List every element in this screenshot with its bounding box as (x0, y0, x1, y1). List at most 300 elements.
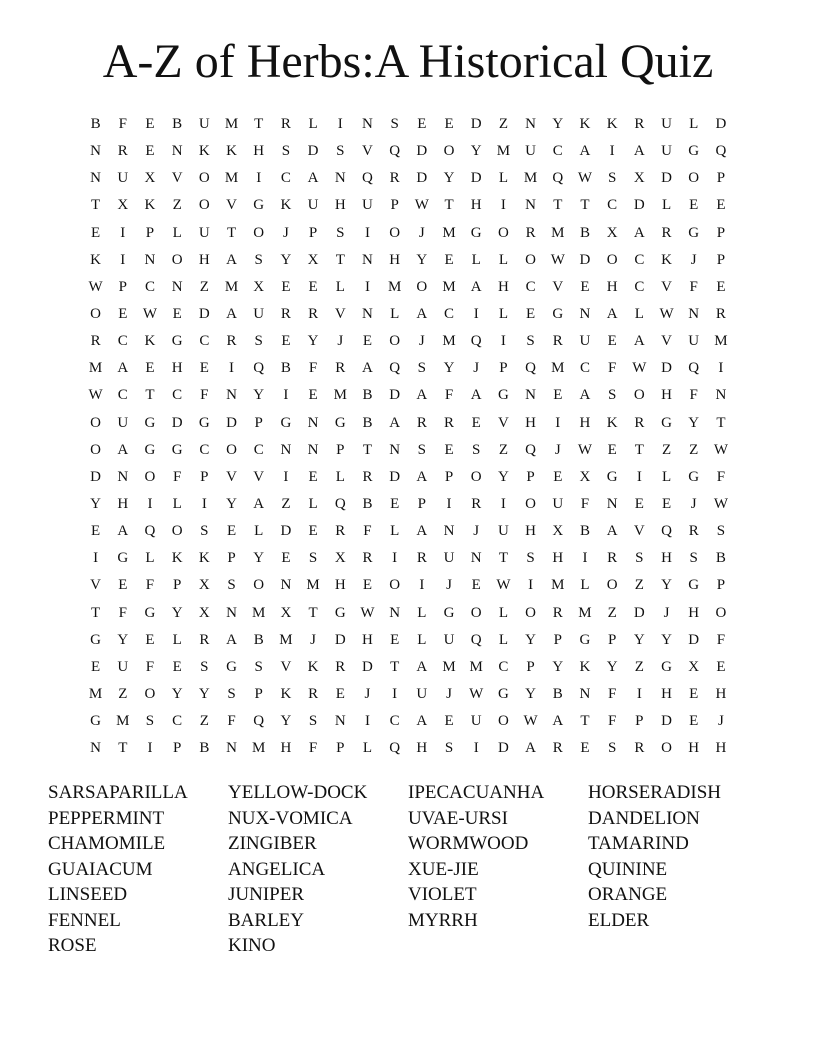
grid-cell[interactable]: O (688, 170, 700, 187)
grid-cell[interactable]: H (525, 414, 537, 431)
grid-cell[interactable]: V (280, 658, 292, 675)
grid-cell[interactable]: E (689, 713, 699, 730)
grid-cell[interactable]: L (417, 631, 427, 648)
grid-cell[interactable]: L (498, 170, 508, 187)
grid-cell[interactable]: K (579, 116, 591, 133)
grid-cell[interactable]: D (470, 116, 482, 133)
grid-cell[interactable]: O (606, 577, 618, 594)
grid-cell[interactable]: B (579, 523, 590, 540)
grid-cell[interactable]: O (389, 224, 401, 241)
grid-cell[interactable]: J (418, 333, 425, 350)
grid-cell[interactable]: E (281, 550, 291, 567)
grid-cell[interactable]: N (579, 306, 591, 323)
grid-cell[interactable]: I (120, 251, 126, 268)
grid-cell[interactable]: H (280, 740, 292, 757)
grid-cell[interactable]: Q (389, 143, 401, 160)
grid-cell[interactable]: R (280, 306, 291, 323)
grid-cell[interactable]: U (443, 631, 455, 648)
grid-cell[interactable]: H (661, 550, 672, 567)
grid-cell[interactable]: B (362, 387, 373, 404)
grid-cell[interactable]: X (307, 251, 319, 268)
grid-cell[interactable]: T (226, 224, 237, 241)
grid-cell[interactable]: A (307, 170, 319, 187)
grid-cell[interactable]: G (144, 414, 156, 431)
grid-cell[interactable]: C (634, 278, 645, 295)
grid-cell[interactable]: U (117, 658, 129, 675)
grid-cell[interactable]: U (443, 550, 455, 567)
grid-cell[interactable]: Y (443, 360, 455, 377)
grid-cell[interactable]: S (417, 441, 427, 458)
grid-cell[interactable]: H (525, 523, 537, 540)
grid-cell[interactable]: I (636, 468, 642, 485)
grid-cell[interactable]: R (688, 523, 699, 540)
grid-cell[interactable]: H (688, 740, 700, 757)
grid-cell[interactable]: M (252, 604, 266, 621)
grid-cell[interactable]: B (199, 740, 210, 757)
grid-cell[interactable]: Z (199, 278, 209, 295)
grid-cell[interactable]: Q (688, 360, 700, 377)
grid-cell[interactable]: A (117, 523, 129, 540)
grid-cell[interactable]: K (307, 658, 319, 675)
grid-cell[interactable]: E (91, 224, 101, 241)
grid-cell[interactable]: D (171, 414, 183, 431)
grid-cell[interactable]: S (716, 523, 726, 540)
grid-cell[interactable]: E (308, 468, 318, 485)
grid-cell[interactable]: X (552, 523, 564, 540)
grid-cell[interactable]: U (362, 197, 373, 214)
grid-cell[interactable]: I (473, 740, 479, 757)
grid-cell[interactable]: D (497, 740, 509, 757)
grid-cell[interactable]: O (198, 197, 210, 214)
grid-cell[interactable]: I (147, 740, 153, 757)
grid-cell[interactable]: V (497, 414, 509, 431)
grid-cell[interactable]: M (469, 658, 483, 675)
grid-cell[interactable]: B (715, 550, 726, 567)
grid-cell[interactable]: F (716, 468, 726, 485)
grid-cell[interactable]: O (90, 414, 102, 431)
grid-cell[interactable]: Y (688, 414, 700, 431)
grid-cell[interactable]: M (333, 387, 347, 404)
grid-cell[interactable]: A (253, 496, 265, 513)
grid-cell[interactable]: E (226, 523, 237, 540)
grid-cell[interactable]: M (496, 143, 511, 160)
grid-cell[interactable]: J (663, 604, 670, 621)
grid-cell[interactable]: T (498, 550, 508, 567)
grid-cell[interactable]: T (444, 197, 454, 214)
grid-cell[interactable]: X (117, 197, 129, 214)
grid-cell[interactable]: A (117, 360, 129, 377)
grid-cell[interactable]: S (336, 224, 345, 241)
grid-cell[interactable]: I (473, 306, 479, 323)
grid-cell[interactable]: S (607, 170, 617, 187)
grid-cell[interactable]: M (88, 360, 103, 377)
grid-cell[interactable]: Y (470, 143, 482, 160)
grid-cell[interactable]: N (117, 468, 129, 485)
grid-cell[interactable]: N (715, 387, 727, 404)
grid-cell[interactable]: Z (498, 441, 508, 458)
grid-cell[interactable]: R (117, 143, 128, 160)
grid-cell[interactable]: N (90, 170, 102, 187)
grid-cell[interactable]: B (362, 414, 373, 431)
grid-cell[interactable]: O (470, 604, 482, 621)
grid-cell[interactable]: V (334, 306, 346, 323)
grid-cell[interactable]: Y (171, 686, 183, 703)
grid-cell[interactable]: G (688, 468, 700, 485)
grid-cell[interactable]: F (580, 496, 590, 513)
grid-cell[interactable]: E (145, 116, 155, 133)
grid-cell[interactable]: H (715, 686, 727, 703)
grid-cell[interactable]: P (200, 468, 209, 485)
grid-cell[interactable]: Y (661, 577, 672, 594)
grid-cell[interactable]: T (308, 604, 318, 621)
grid-cell[interactable]: N (362, 251, 373, 268)
grid-cell[interactable]: E (118, 306, 128, 323)
grid-cell[interactable]: F (118, 604, 127, 621)
grid-cell[interactable]: L (580, 577, 590, 594)
grid-cell[interactable]: F (308, 740, 318, 757)
grid-cell[interactable]: G (117, 550, 129, 567)
grid-cell[interactable]: H (606, 278, 618, 295)
grid-cell[interactable]: M (442, 278, 456, 295)
grid-cell[interactable]: F (145, 577, 155, 594)
grid-cell[interactable]: L (498, 251, 508, 268)
grid-cell[interactable]: O (90, 441, 102, 458)
grid-cell[interactable]: D (307, 143, 319, 160)
grid-cell[interactable]: P (254, 686, 263, 703)
grid-cell[interactable]: F (607, 360, 617, 377)
grid-cell[interactable]: Z (172, 197, 182, 214)
grid-cell[interactable]: C (525, 278, 536, 295)
grid-cell[interactable]: S (390, 116, 399, 133)
grid-cell[interactable]: K (90, 251, 102, 268)
grid-cell[interactable]: K (198, 143, 210, 160)
grid-cell[interactable]: S (227, 686, 236, 703)
grid-cell[interactable]: E (580, 278, 590, 295)
grid-cell[interactable]: L (661, 468, 672, 485)
grid-cell[interactable]: C (172, 387, 183, 404)
grid-cell[interactable]: Y (171, 604, 183, 621)
grid-cell[interactable]: H (497, 278, 509, 295)
grid-cell[interactable]: W (713, 496, 728, 513)
grid-cell[interactable]: V (633, 523, 645, 540)
letter-grid[interactable] (82, 111, 735, 762)
grid-cell[interactable]: W (414, 197, 429, 214)
grid-cell[interactable]: I (147, 496, 153, 513)
grid-cell[interactable]: Q (389, 740, 401, 757)
grid-cell[interactable]: Q (253, 360, 265, 377)
grid-cell[interactable]: E (634, 496, 644, 513)
grid-cell[interactable]: M (224, 278, 239, 295)
grid-cell[interactable]: G (253, 197, 265, 214)
grid-cell[interactable]: E (172, 658, 182, 675)
grid-cell[interactable]: L (362, 740, 373, 757)
grid-cell[interactable]: P (308, 224, 318, 241)
grid-cell[interactable]: S (635, 550, 644, 567)
grid-cell[interactable]: W (577, 441, 593, 458)
grid-cell[interactable]: C (579, 360, 590, 377)
grid-cell[interactable]: H (171, 360, 183, 377)
grid-cell[interactable]: O (198, 170, 210, 187)
grid-cell[interactable]: C (552, 143, 563, 160)
grid-cell[interactable]: A (226, 306, 237, 323)
grid-cell[interactable]: R (552, 740, 563, 757)
grid-cell[interactable]: Y (198, 686, 210, 703)
grid-cell[interactable]: Y (633, 631, 645, 648)
grid-cell[interactable]: Y (552, 116, 564, 133)
grid-cell[interactable]: A (416, 468, 428, 485)
grid-cell[interactable]: R (552, 333, 563, 350)
grid-cell[interactable]: O (525, 251, 537, 268)
grid-cell[interactable]: S (607, 387, 617, 404)
grid-cell[interactable]: O (715, 604, 727, 621)
grid-cell[interactable]: D (334, 631, 346, 648)
grid-cell[interactable]: I (636, 686, 642, 703)
grid-cell[interactable]: R (416, 550, 427, 567)
grid-cell[interactable]: E (716, 658, 726, 675)
grid-cell[interactable]: A (389, 414, 401, 431)
grid-cell[interactable]: S (200, 658, 209, 675)
grid-cell[interactable]: D (198, 306, 210, 323)
grid-cell[interactable]: P (336, 740, 345, 757)
grid-cell[interactable]: D (362, 658, 373, 675)
grid-cell[interactable]: F (689, 278, 698, 295)
grid-cell[interactable]: B (362, 496, 373, 513)
grid-cell[interactable]: I (555, 414, 561, 431)
grid-cell[interactable]: A (416, 306, 428, 323)
grid-cell[interactable]: E (689, 197, 699, 214)
grid-cell[interactable]: J (446, 577, 452, 594)
grid-cell[interactable]: I (528, 577, 534, 594)
grid-cell[interactable]: N (226, 387, 237, 404)
grid-cell[interactable]: I (392, 686, 398, 703)
grid-cell[interactable]: G (226, 658, 237, 675)
grid-cell[interactable]: A (416, 523, 428, 540)
grid-cell[interactable]: F (363, 523, 372, 540)
grid-cell[interactable]: E (553, 468, 563, 485)
grid-cell[interactable]: J (717, 713, 724, 730)
grid-cell[interactable]: R (280, 116, 291, 133)
grid-cell[interactable]: X (688, 658, 700, 675)
grid-cell[interactable]: B (172, 116, 183, 133)
grid-cell[interactable]: L (254, 523, 264, 540)
grid-cell[interactable]: P (145, 224, 155, 241)
grid-cell[interactable]: H (661, 387, 672, 404)
grid-cell[interactable]: M (387, 278, 402, 295)
grid-cell[interactable]: D (280, 523, 292, 540)
grid-cell[interactable]: W (632, 360, 647, 377)
grid-cell[interactable]: F (607, 713, 617, 730)
grid-cell[interactable]: A (226, 631, 237, 648)
grid-cell[interactable]: A (525, 740, 537, 757)
grid-cell[interactable]: R (634, 116, 645, 133)
grid-cell[interactable]: O (253, 224, 265, 241)
grid-cell[interactable]: K (661, 251, 672, 268)
grid-cell[interactable]: G (579, 631, 591, 648)
grid-cell[interactable]: D (715, 116, 727, 133)
grid-cell[interactable]: N (226, 604, 237, 621)
grid-cell[interactable]: V (226, 468, 237, 485)
grid-cell[interactable]: O (525, 496, 537, 513)
grid-cell[interactable]: T (580, 197, 590, 214)
grid-cell[interactable]: I (419, 577, 425, 594)
grid-cell[interactable]: C (199, 333, 210, 350)
grid-cell[interactable]: I (500, 197, 506, 214)
grid-cell[interactable]: P (526, 658, 535, 675)
grid-cell[interactable]: D (416, 143, 428, 160)
grid-cell[interactable]: Y (497, 468, 509, 485)
grid-cell[interactable]: I (392, 550, 398, 567)
grid-cell[interactable]: E (172, 306, 182, 323)
grid-cell[interactable]: N (171, 278, 183, 295)
grid-cell[interactable]: G (334, 604, 346, 621)
grid-cell[interactable]: A (226, 251, 237, 268)
grid-cell[interactable]: E (716, 197, 726, 214)
grid-cell[interactable]: Z (689, 441, 699, 458)
grid-cell[interactable]: M (551, 224, 565, 241)
grid-cell[interactable]: I (283, 468, 289, 485)
grid-cell[interactable]: Z (607, 604, 617, 621)
grid-cell[interactable]: T (716, 414, 726, 431)
grid-cell[interactable]: O (171, 251, 183, 268)
grid-cell[interactable]: J (473, 523, 480, 540)
grid-cell[interactable]: Y (253, 550, 265, 567)
grid-cell[interactable]: N (362, 306, 373, 323)
grid-cell[interactable]: N (280, 577, 292, 594)
grid-cell[interactable]: M (551, 577, 565, 594)
grid-cell[interactable]: O (226, 441, 237, 458)
grid-cell[interactable]: H (362, 631, 373, 648)
grid-cell[interactable]: Y (117, 631, 129, 648)
grid-cell[interactable]: V (90, 577, 102, 594)
grid-cell[interactable]: V (552, 278, 564, 295)
grid-cell[interactable]: I (93, 550, 99, 567)
grid-cell[interactable]: Q (552, 170, 564, 187)
grid-cell[interactable]: T (118, 740, 128, 757)
grid-cell[interactable]: I (364, 713, 370, 730)
grid-cell[interactable]: G (497, 387, 509, 404)
grid-cell[interactable]: Y (280, 251, 292, 268)
grid-cell[interactable]: I (446, 496, 452, 513)
grid-cell[interactable]: D (226, 414, 237, 431)
grid-cell[interactable]: A (470, 278, 482, 295)
grid-cell[interactable]: G (606, 468, 618, 485)
grid-cell[interactable]: H (117, 496, 129, 513)
grid-cell[interactable]: F (444, 387, 454, 404)
grid-cell[interactable]: L (308, 496, 318, 513)
grid-cell[interactable]: N (525, 116, 537, 133)
grid-cell[interactable]: T (335, 251, 345, 268)
grid-cell[interactable]: Y (90, 496, 102, 513)
grid-cell[interactable]: I (229, 360, 235, 377)
grid-cell[interactable]: Z (634, 577, 644, 594)
grid-cell[interactable]: H (470, 197, 482, 214)
grid-cell[interactable]: D (579, 251, 591, 268)
grid-cell[interactable]: E (199, 360, 209, 377)
grid-cell[interactable]: E (91, 658, 101, 675)
grid-cell[interactable]: G (552, 306, 564, 323)
grid-cell[interactable]: Z (634, 658, 644, 675)
grid-cell[interactable]: Y (443, 170, 455, 187)
grid-cell[interactable]: N (525, 387, 537, 404)
grid-cell[interactable]: G (171, 441, 183, 458)
grid-cell[interactable]: T (145, 387, 155, 404)
grid-cell[interactable]: Q (144, 523, 156, 540)
grid-cell[interactable]: S (607, 740, 617, 757)
grid-cell[interactable]: J (418, 224, 425, 241)
grid-cell[interactable]: F (145, 658, 155, 675)
grid-cell[interactable]: D (389, 468, 401, 485)
grid-cell[interactable]: V (661, 333, 672, 350)
grid-cell[interactable]: C (199, 441, 210, 458)
grid-cell[interactable]: Q (389, 360, 401, 377)
grid-cell[interactable]: D (661, 713, 672, 730)
grid-cell[interactable]: R (362, 468, 373, 485)
grid-cell[interactable]: P (444, 468, 454, 485)
grid-cell[interactable]: K (198, 550, 210, 567)
grid-cell[interactable]: L (498, 604, 508, 621)
grid-cell[interactable]: T (634, 441, 644, 458)
grid-cell[interactable]: Z (199, 713, 209, 730)
grid-cell[interactable]: C (144, 278, 155, 295)
grid-cell[interactable]: U (661, 143, 672, 160)
grid-cell[interactable]: W (142, 306, 158, 323)
grid-cell[interactable]: A (606, 306, 618, 323)
grid-cell[interactable]: M (442, 224, 456, 241)
grid-cell[interactable]: R (226, 333, 237, 350)
grid-cell[interactable]: C (498, 658, 509, 675)
grid-cell[interactable]: V (362, 143, 373, 160)
grid-cell[interactable]: K (226, 143, 237, 160)
grid-cell[interactable]: N (443, 523, 455, 540)
grid-cell[interactable]: M (116, 713, 130, 730)
grid-cell[interactable]: L (634, 306, 644, 323)
grid-cell[interactable]: I (609, 143, 615, 160)
grid-cell[interactable]: Q (470, 631, 482, 648)
grid-cell[interactable]: L (689, 116, 699, 133)
grid-cell[interactable]: U (416, 686, 428, 703)
grid-cell[interactable]: S (227, 577, 236, 594)
grid-cell[interactable]: K (144, 333, 156, 350)
grid-cell[interactable]: M (279, 631, 293, 648)
grid-cell[interactable]: S (254, 251, 263, 268)
grid-cell[interactable]: Q (362, 170, 373, 187)
grid-cell[interactable]: U (688, 333, 700, 350)
grid-cell[interactable]: S (689, 550, 698, 567)
grid-cell[interactable]: M (224, 116, 239, 133)
grid-cell[interactable]: S (526, 550, 535, 567)
grid-cell[interactable]: P (526, 468, 535, 485)
grid-cell[interactable]: N (334, 170, 346, 187)
grid-cell[interactable]: K (606, 116, 618, 133)
grid-cell[interactable]: K (171, 550, 183, 567)
grid-cell[interactable]: C (634, 251, 645, 268)
grid-cell[interactable]: J (364, 686, 371, 703)
grid-cell[interactable]: B (280, 360, 291, 377)
grid-cell[interactable]: E (308, 523, 318, 540)
grid-cell[interactable]: R (607, 550, 618, 567)
grid-cell[interactable]: S (472, 441, 481, 458)
grid-cell[interactable]: E (661, 496, 672, 513)
grid-cell[interactable]: W (550, 251, 565, 268)
grid-cell[interactable]: W (496, 577, 511, 594)
grid-cell[interactable]: U (117, 170, 129, 187)
grid-cell[interactable]: N (606, 496, 618, 513)
grid-cell[interactable]: L (471, 251, 481, 268)
grid-cell[interactable]: O (90, 306, 102, 323)
grid-cell[interactable]: F (308, 360, 318, 377)
grid-cell[interactable]: Y (226, 496, 237, 513)
grid-cell[interactable]: J (446, 686, 452, 703)
